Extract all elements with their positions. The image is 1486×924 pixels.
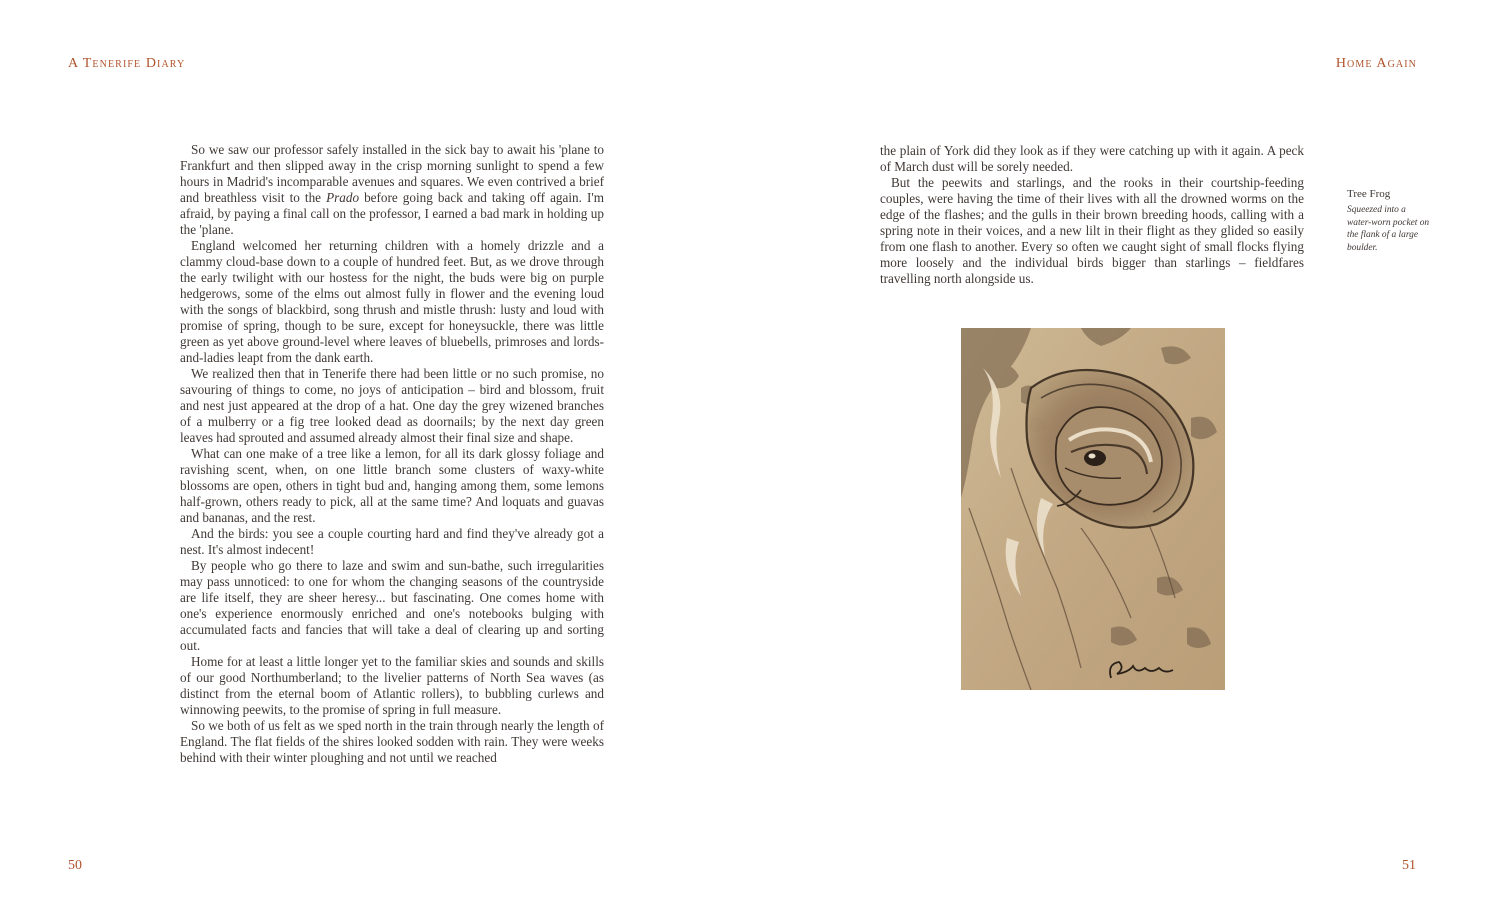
illustration-caption bbox=[1347, 187, 1431, 254]
running-head-left: A Tenerife Diary bbox=[68, 56, 186, 71]
caption-text: Squeezed into a water-worn pocket on the flank of a large boulder. bbox=[1347, 205, 1430, 253]
paragraph: England welcomed her returning children with a homely drizzle and a clammy cloud-base down to a couple of hundred feet. But, as we drove through the early twilight with our hostess for the night, the buds were big on purple hedgerows, some of the elms out almost fully in flower and the evening loud with the songs of blackbird, song thrush and mistle thrush: lusty and loud with promise of spring, though to be sure, except for honeysuckle, there was little green as yet above ground-level where leaves of bluebells, primroses and lords-and-ladies leapt from the dank earth. bbox=[180, 238, 604, 365]
prado-italic: Prado bbox=[326, 190, 360, 205]
paragraph: What can one make of a tree like a lemon, for all its dark glossy foliage and ravishing scent, when, on one little branch some clusters of waxy-white blossoms are open, others in tight bud and, hanging among them, some lemons half-grown, others ready to pick, all at the same time? And loquats and guavas and bananas, and the rest. bbox=[180, 446, 604, 525]
tree-frog-sketch-icon bbox=[961, 328, 1225, 690]
paragraph: the plain of York did they look as if they were catching up with it again. A peck of March dust will be sorely needed. bbox=[880, 143, 1304, 174]
paragraph: Home for at least a little longer yet to the familiar skies and sounds and skills of our good Northumberland; to the livelier patterns of North Sea waves (as distinct from the eternal boom of Atlantic rollers), to bubbling curlews and winnowing peewits, to the promise of spring in full measure. bbox=[180, 654, 604, 717]
page-number-right: 51 bbox=[1402, 858, 1416, 873]
right-page-text bbox=[880, 143, 1304, 287]
paragraph: By people who go there to laze and swim and sun-bathe, such irregularities may pass unnoticed: to one for whom the changing seasons of the countryside are life itself, they are sheer heresy... but fascinating. One comes home with one's experience enormously enriched and one's notebooks bulging with accumulated facts and fancies that will take a deal of clearing up and sorting out. bbox=[180, 558, 604, 653]
page-number-left: 50 bbox=[68, 858, 82, 873]
left-page-text bbox=[180, 142, 604, 766]
tree-frog-illustration bbox=[961, 328, 1225, 690]
caption-title: Tree Frog bbox=[1347, 188, 1391, 200]
running-head-right: Home Again bbox=[1335, 56, 1417, 71]
paragraph: We realized then that in Tenerife there had been little or no such promise, no savouring of things to come, no joys of anticipation – bird and blossom, fruit and nest just appeared at the drop of a hat. One day the grey wizened branches of a mulberry or a fig tree looked dead as doornails; by the next day green leaves had sprouted and assumed already almost their final size and shape. bbox=[180, 366, 604, 445]
paragraph: So we saw our professor safely installed in the sick bay to await his 'plane to Frankfurt and then slipped away in the crisp morning sunlight to spend a few hours in Madrid's incomparable avenues and squares. We even contrived a brief and breathless visit to the Prado before going back and taking off again. I'm afraid, by paying a final call on the professor, I earned a bad mark in holding up the 'plane. bbox=[180, 142, 604, 237]
paragraph: And the birds: you see a couple courting hard and find they've already got a nest. It's almost indecent! bbox=[180, 526, 604, 557]
paragraph: But the peewits and starlings, and the rooks in their courtship-feeding couples, were having the time of their lives with all the drowned worms on the edge of the flashes; and the gulls in their brown breeding hoods, calling with a spring note in their voices, and a new lilt in their flight as they glided so easily from one flash to another. Every so often we caught sight of small flocks flying more loosely and the individual birds bigger than starlings – fieldfares travelling north alongside us. bbox=[880, 175, 1304, 286]
paragraph: So we both of us felt as we sped north in the train through nearly the length of England. The flat fields of the shires looked sodden with rain. They were weeks behind with their winter ploughing and not until we reached bbox=[180, 718, 604, 765]
